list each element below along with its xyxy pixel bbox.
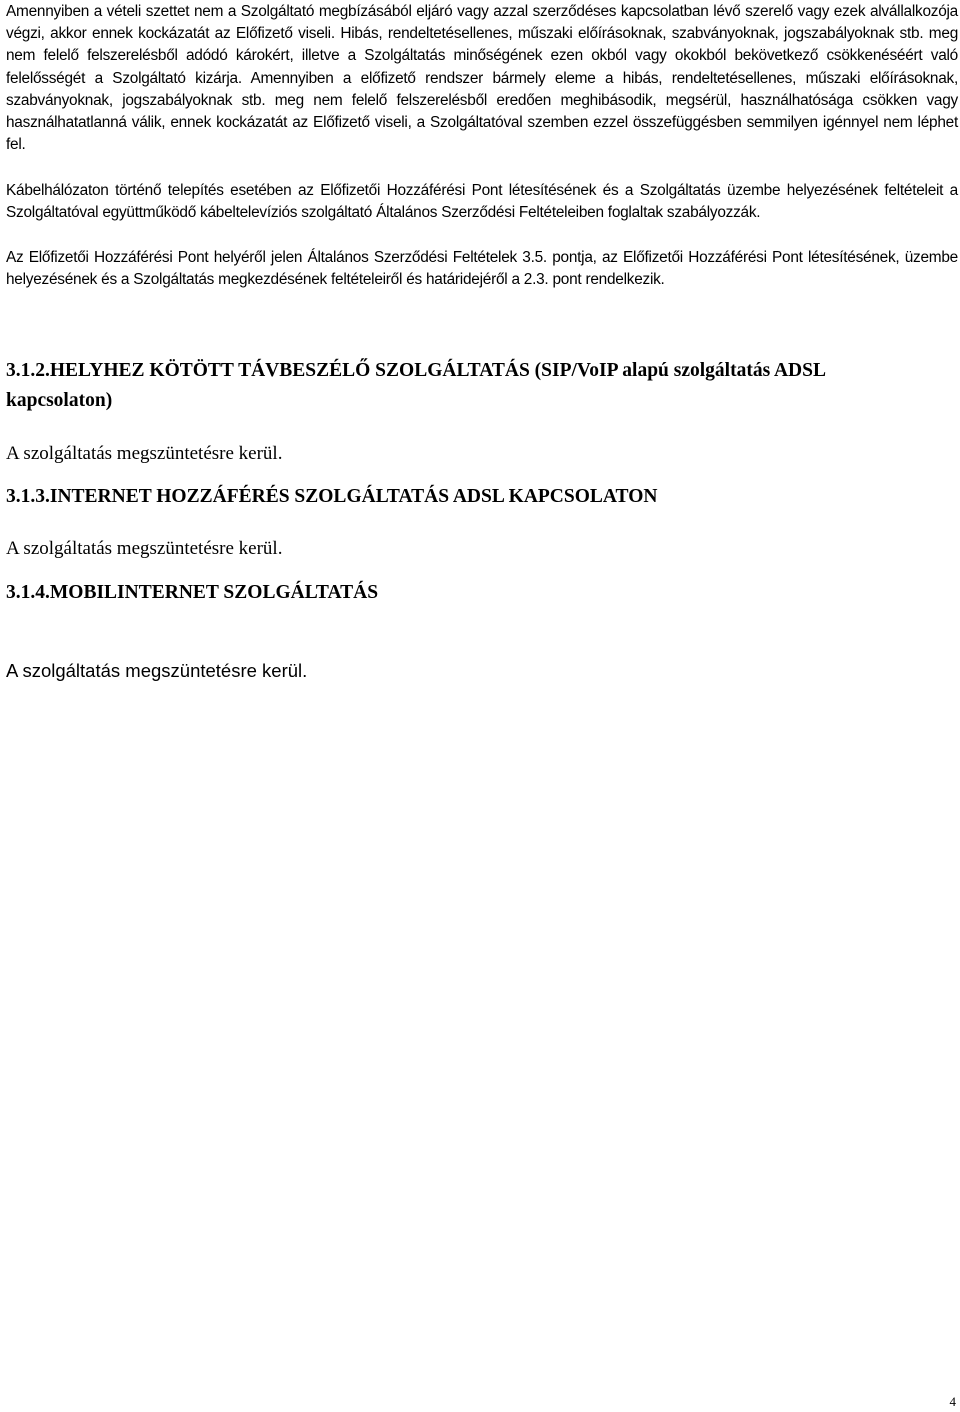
section-heading-3-1-4: 3.1.4.MOBILINTERNET SZOLGÁLTATÁS — [6, 582, 379, 603]
section-heading-3-1-3: 3.1.3.INTERNET HOZZÁFÉRÉS SZOLGÁLTATÁS ADSL KAPCSOLATON — [6, 486, 658, 507]
paragraph-installation-risk: Amennyiben a vételi szettet nem a Szolgáltató megbízásából eljáró vagy azzal szerződéses kapcsolatban lévő szerelő vagy ezek alvállalkozója végzi, akkor ennek kockázatát az Előfizető viseli. Hibás, rendeltetésellenes, műszaki előírásoknak, szabványoknak, jogszabályoknak stb. meg nem felelő felszerelésből adódó károkért, illetve a Szolgáltatás minőségének ezen okból vagy okokból bekövetkező csökkenéséért való felelősségét a Szolgáltató kizárja. Amennyiben a előfizető rendszer bármely eleme a hibás, rendeltetésellenes, műszaki előírásoknak, szabványoknak, jogszabályoknak stb. meg nem felelő felszerelésből eredően meghibásodik, megsérül, használhatósága csökken vagy használhatatlanná válik, ennek kockázatát az Előfizető viseli, a Szolgáltatóval szemben ezzel összefüggésben semmilyen igénnyel nem léphet fel. — [6, 3, 958, 154]
section-body-3-1-3: A szolgáltatás megszüntetésre kerül. — [6, 538, 283, 559]
section-heading-3-1-2: 3.1.2.HELYHEZ KÖTÖTT TÁVBESZÉLŐ SZOLGÁLTATÁS (SIP/VoIP alapú szolgáltatás ADSL kapcsolaton) — [6, 360, 825, 411]
section-body-3-1-2: A szolgáltatás megszüntetésre kerül. — [6, 443, 283, 464]
paragraph-access-point: Az Előfizetői Hozzáférési Pont helyéről jelen Általános Szerződési Feltételek 3.5. pontja, az Előfizetői Hozzáférési Pont létesítésének, üzembe helyezésének és a Szolgáltatás megkezdésének feltételeiről és határidejéről a 2.3. pont rendelkezik. — [6, 249, 958, 289]
paragraph-cable-network: Kábelhálózaton történő telepítés esetében az Előfizetői Hozzáférési Pont létesítésének és a Szolgáltatás üzembe helyezésének feltételeit a Szolgáltatóval együttműködő kábeltelevíziós szolgáltató Általános Szerződési Feltételeiben foglaltak szabályozzák. — [6, 182, 958, 222]
section-body-3-1-4: A szolgáltatás megszüntetésre kerül. — [6, 660, 308, 681]
page-number: 4 — [949, 1394, 956, 1409]
